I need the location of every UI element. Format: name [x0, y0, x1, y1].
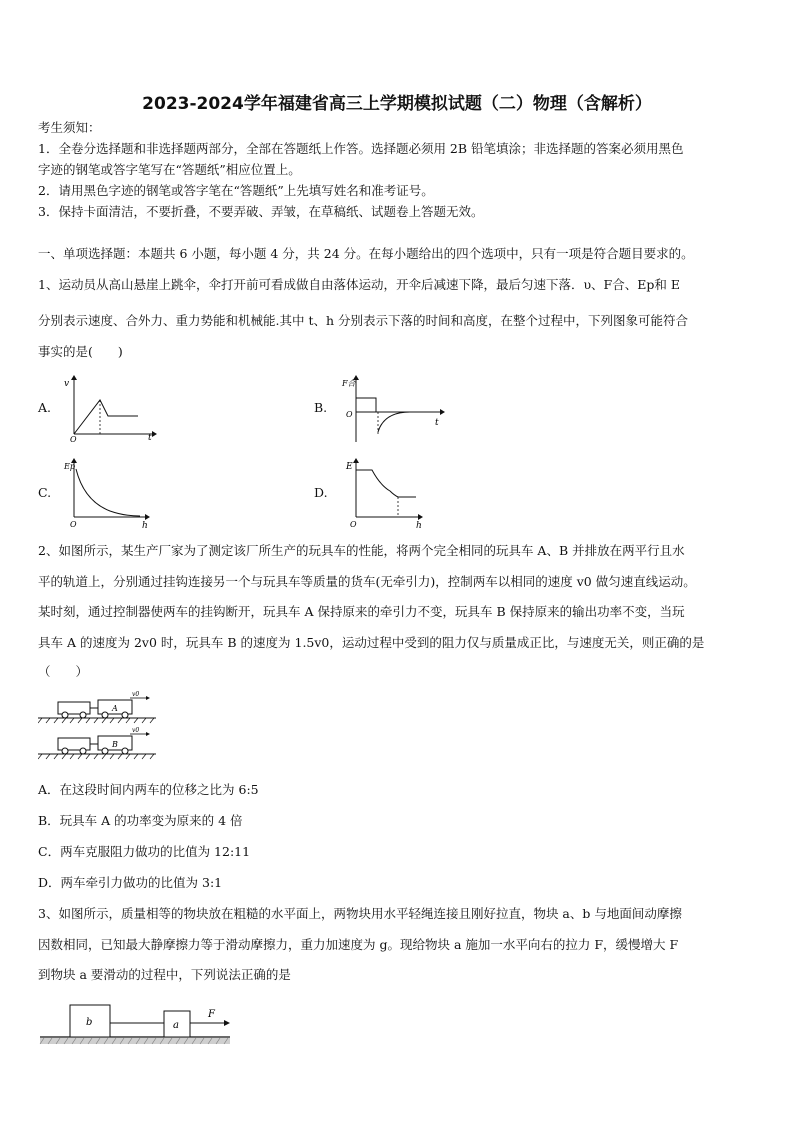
graph-b-x-label: t — [435, 418, 439, 428]
track-b — [38, 727, 156, 759]
q2-option-c: C．两车克服阻力做功的比值为 12:11 — [38, 844, 251, 859]
q1-option-d-label: D. — [314, 485, 328, 500]
graph-a-x-label: t — [148, 433, 152, 442]
blocks-figure — [38, 1003, 238, 1049]
graph-d-x-label: h — [416, 521, 422, 530]
car-a-label: A — [112, 704, 118, 713]
q1-option-a-label: A. — [38, 400, 52, 415]
notice-line-1b: 字迹的钢笔或答字笔写在“答题纸”相应位置上。 — [38, 162, 301, 177]
q2-option-b: B．玩具车 A 的功率变为原来的 4 倍 — [38, 813, 243, 828]
graph-c-origin: O — [70, 520, 77, 529]
car-a-velocity: v0 — [132, 691, 140, 698]
car-b-velocity: v0 — [132, 727, 140, 734]
graph-a-origin: O — [70, 435, 77, 442]
graph-b-origin: O — [346, 410, 353, 419]
car-b-label: B — [112, 740, 118, 749]
q2-option-d: D．两车牵引力做功的比值为 3:1 — [38, 875, 223, 890]
section-heading: 一、单项选择题：本题共 6 小题，每小题 4 分，共 24 分。在每小题给出的四个选项中，只有一项是符合题目要求的。 — [38, 246, 694, 261]
q3-line-1: 3、如图所示，质量相等的物块放在粗糙的水平面上，两物块用水平轻绳连接且刚好拉直，物块 a、b 与地面间动摩擦 — [38, 906, 682, 921]
notice-line-2: 2．请用黑色字迹的钢笔或答字笔在“答题纸”上先填写姓名和准考证号。 — [38, 183, 434, 198]
graph-c-x-label: h — [142, 521, 148, 530]
q1-option-c-label: C. — [38, 485, 52, 500]
force-f-label: F — [208, 1009, 215, 1020]
notice-line-1a: 1．全卷分选择题和非选择题两部分，全部在答题纸上作答。选择题必须用 2B 铅笔填涂；非选择题的答案必须用黑色 — [38, 141, 684, 156]
q2-line-5: （ ） — [38, 664, 89, 679]
graph-b-y-label: F合 — [342, 379, 356, 388]
block-a-label: a — [173, 1020, 179, 1031]
q2-line-1: 2、如图所示，某生产厂家为了测定该厂所生产的玩具车的性能，将两个完全相同的玩具车 A、B 并排放在两平行且水 — [38, 543, 685, 558]
notice-heading: 考生须知： — [38, 120, 101, 135]
q1-line-1: 1、运动员从高山悬崖上跳伞，伞打开前可看成做自由落体运动，开伞后减速下降，最后匀速下落．υ、F合、Ep和 E — [38, 277, 680, 292]
notice-line-3: 3．保持卡面清洁，不要折叠，不要弄破、弄皱，在草稿纸、试题卷上答题无效。 — [38, 204, 484, 219]
page-title: 2023-2024学年福建省高三上学期模拟试题（二）物理（含解析） — [142, 94, 652, 114]
q2-line-2: 平的轨道上，分别通过挂钩连接另一个与玩具车等质量的货车(无牵引力)，控制两车以相同的速度 v0 做匀速直线运动。 — [38, 574, 696, 589]
q2-option-a: A．在这段时间内两车的位移之比为 6:5 — [38, 782, 259, 797]
block-b-label: b — [86, 1017, 93, 1028]
track-a — [38, 691, 156, 723]
q2-line-3: 某时刻，通过控制器使两车的挂钩断开，玩具车 A 保持原来的牵引力不变，玩具车 B 保持原来的输出功率不变，当玩 — [38, 604, 685, 619]
graph-b-force-time — [340, 372, 450, 444]
q1-line-3: 事实的是( ) — [38, 344, 123, 359]
q3-line-2: 因数相同，已知最大静摩擦力等于滑动摩擦力，重力加速度为 g。现给物块 a 施加一水平向右的拉力 F，缓慢增大 F — [38, 937, 679, 952]
graph-d-y-label: E — [346, 462, 353, 472]
q2-line-4: 具车 A 的速度为 2v0 时，玩具车 B 的速度为 1.5v0，运动过程中受到的阻力仅与质量成正比，与速度无关，则正确的是 — [38, 635, 705, 650]
graph-a-y-label: v — [64, 379, 70, 389]
graph-c-y-label: Ep — [64, 462, 75, 471]
graph-c-potential-energy-height — [60, 455, 160, 530]
q3-line-3: 到物块 a 要滑动的过程中，下列说法正确的是 — [38, 967, 291, 982]
toy-cars-figure — [38, 688, 158, 764]
graph-d-mechanical-energy-height — [340, 455, 430, 530]
graph-a-velocity-time — [60, 372, 160, 442]
q1-line-2: 分别表示速度、合外力、重力势能和机械能.其中 t、h 分别表示下落的时间和高度，在整个过程中，下列图象可能符合 — [38, 313, 688, 328]
q1-option-b-label: B. — [314, 400, 328, 415]
graph-d-origin: O — [350, 520, 357, 529]
